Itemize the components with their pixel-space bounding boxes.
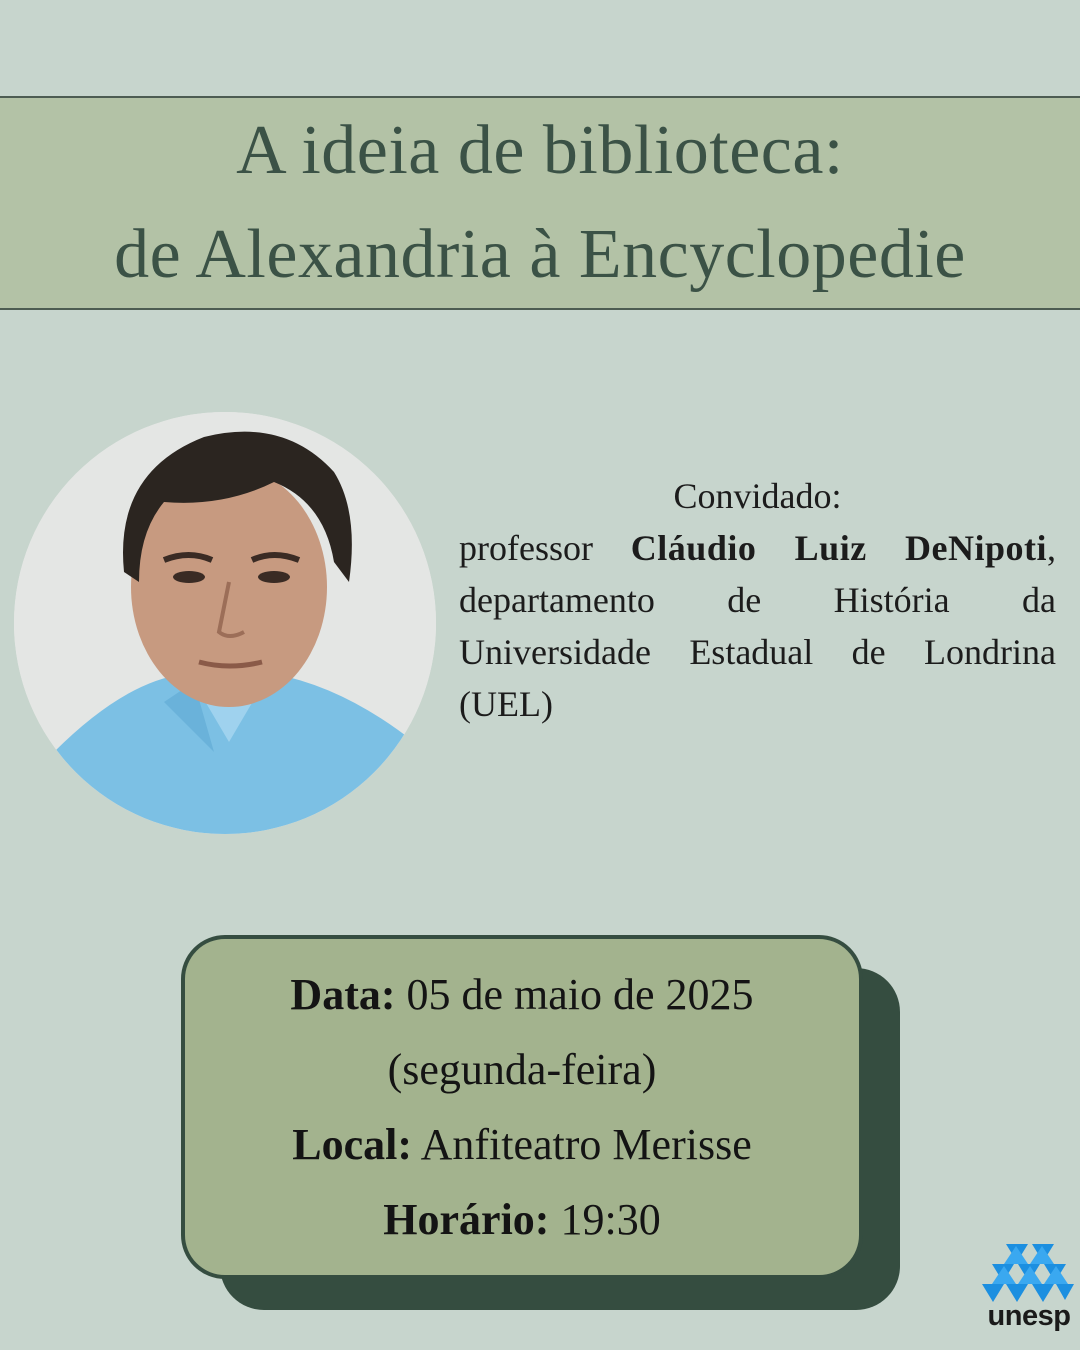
time-row [383, 1182, 660, 1257]
date-label: Data: [290, 970, 396, 1019]
guest-prefix: professor [459, 528, 593, 568]
guest-label: Convidado: [673, 476, 842, 516]
title-line-2: de Alexandria à Encyclopedie [114, 216, 966, 293]
title-line-1: A ideia de biblioteca: [236, 112, 844, 189]
time-value: 19:30 [560, 1195, 661, 1244]
weekday-row: (segunda-feira) [387, 1045, 657, 1094]
event-info-box [181, 935, 863, 1279]
place-label: Local: [292, 1120, 413, 1169]
title-banner [0, 96, 1080, 310]
guest-photo [14, 412, 436, 834]
time-label: Horário: [383, 1195, 550, 1244]
place-row [292, 1107, 751, 1182]
guest-info [459, 470, 1056, 730]
guest-name: Cláudio Luiz DeNipoti [630, 528, 1047, 568]
place-value: Anfiteatro Merisse [420, 1120, 752, 1169]
guest-description: , departamento de História da Universidade Estadual de Londrina (UEL) [459, 528, 1056, 724]
guest-text [459, 522, 1056, 730]
date-value: 05 de maio de 2025 [406, 970, 754, 1019]
unesp-logo-text: unesp [987, 1300, 1071, 1332]
date-row [290, 957, 753, 1032]
